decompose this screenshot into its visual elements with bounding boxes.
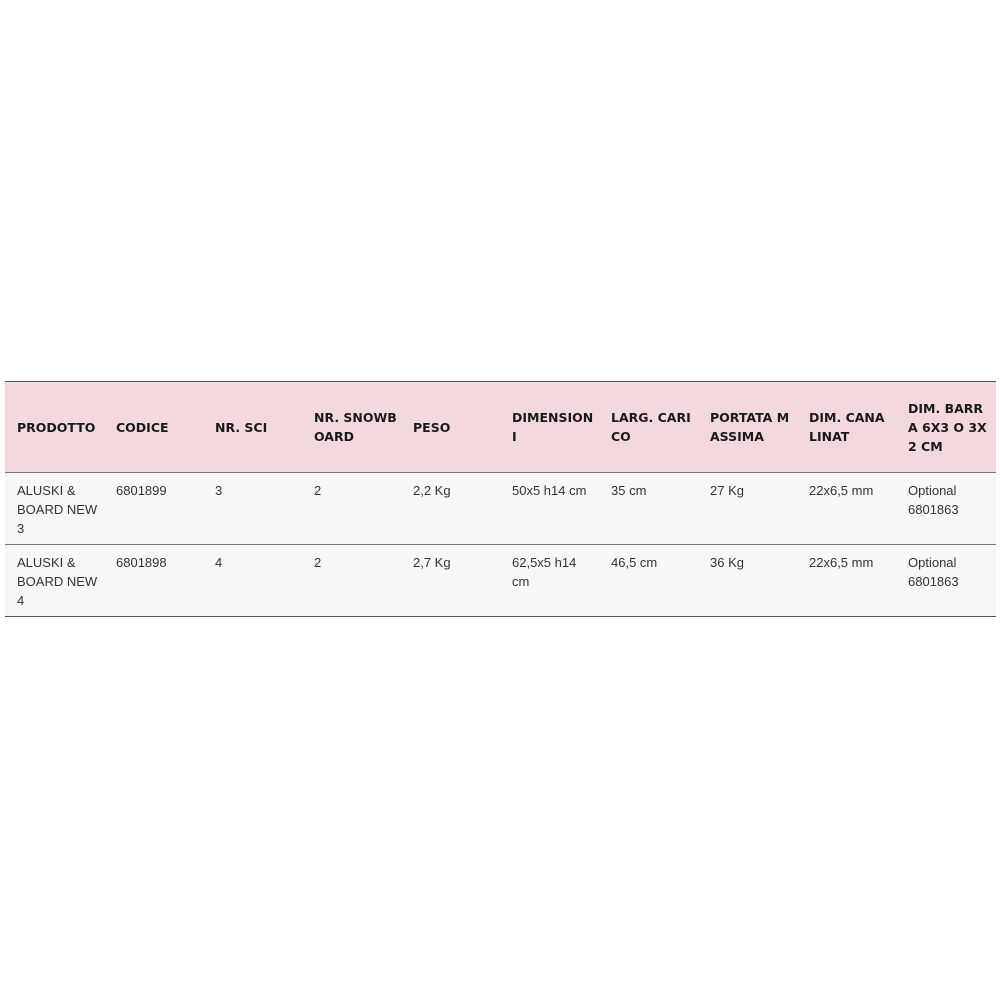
cell-dim-barra	[896, 545, 996, 617]
cell-text: 3	[215, 483, 223, 498]
cell-codice	[104, 473, 203, 545]
table-row	[5, 473, 996, 545]
cell-text: ALUSKI & BOARD NEW 3	[17, 483, 98, 536]
cell-text: 6801898	[116, 555, 167, 570]
cell-text: 27 Kg	[710, 483, 744, 498]
cell-text: 50x5 h14 cm	[512, 483, 587, 498]
cell-nr-snowboard	[302, 545, 401, 617]
cell-peso	[401, 473, 500, 545]
header-nr-snowboard: NR. SNOWBOARD	[314, 410, 397, 444]
table-body	[5, 473, 996, 617]
cell-dim-canalinat	[797, 545, 896, 617]
cell-nr-snowboard	[302, 473, 401, 545]
cell-text: 22x6,5 mm	[809, 483, 874, 498]
cell-prodotto	[5, 473, 104, 545]
header-row	[5, 382, 996, 473]
cell-portata-massima	[698, 545, 797, 617]
cell-text: 2	[314, 555, 322, 570]
cell-portata-massima	[698, 473, 797, 545]
cell-larg-carico	[599, 545, 698, 617]
header-dimensioni: DIMENSIONI	[512, 410, 594, 444]
cell-codice	[104, 545, 203, 617]
table-row	[5, 545, 996, 617]
cell-nr-sci	[203, 545, 302, 617]
product-spec-table	[5, 381, 996, 617]
cell-dimensioni	[500, 545, 599, 617]
cell-text: 6801899	[116, 483, 167, 498]
cell-text: ALUSKI & BOARD NEW 4	[17, 555, 98, 608]
cell-peso	[401, 545, 500, 617]
cell-text: 36 Kg	[710, 555, 744, 570]
cell-dimensioni	[500, 473, 599, 545]
cell-dim-canalinat	[797, 473, 896, 545]
cell-text: 2	[314, 483, 322, 498]
header-dim-canalinat: DIM. CANALINAT	[809, 410, 885, 444]
cell-text: 2,2 Kg	[413, 483, 451, 498]
header-codice: CODICE	[116, 419, 169, 435]
cell-text: 46,5 cm	[611, 555, 658, 570]
cell-prodotto	[5, 545, 104, 617]
header-portata-massima: PORTATA MASSIMA	[710, 410, 790, 444]
cell-dim-barra	[896, 473, 996, 545]
cell-text: 62,5x5 h14 cm	[512, 555, 577, 589]
cell-text: 35 cm	[611, 483, 647, 498]
cell-text: 22x6,5 mm	[809, 555, 874, 570]
cell-nr-sci	[203, 473, 302, 545]
table-header	[5, 382, 996, 473]
cell-larg-carico	[599, 473, 698, 545]
cell-text: Optional 6801863	[908, 483, 959, 517]
cell-text: 4	[215, 555, 223, 570]
cell-text: 2,7 Kg	[413, 555, 451, 570]
header-peso: PESO	[413, 419, 451, 435]
header-dim-barra: DIM. BARRA 6X3 O 3X2 CM	[908, 400, 987, 454]
header-prodotto: PRODOTTO	[17, 419, 96, 435]
header-larg-carico: LARG. CARICO	[611, 410, 691, 444]
cell-text: Optional 6801863	[908, 555, 959, 589]
header-nr-sci: NR. SCI	[215, 419, 268, 435]
